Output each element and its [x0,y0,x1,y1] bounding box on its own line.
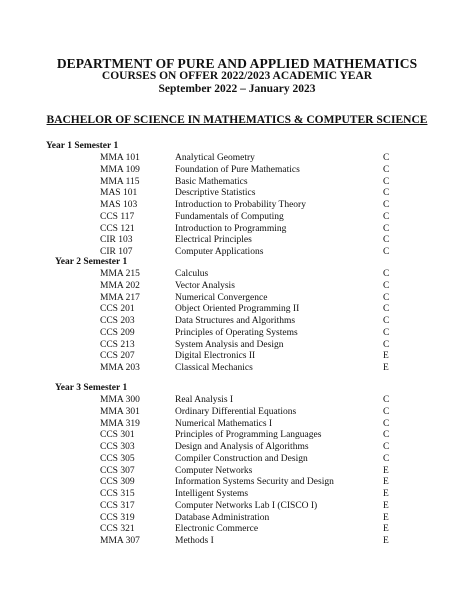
programme-title: BACHELOR OF SCIENCE IN MATHEMATICS & COMPUTER SCIENCE [46,114,428,126]
course-code: MMA 217 [100,292,140,303]
course-row [0,419,474,431]
course-name: Database Administration [175,512,270,523]
course-type: C [383,188,390,199]
course-code: CCS 315 [100,489,135,499]
semester-title: Year 1 Semester 1 [46,141,119,151]
course-type: C [383,395,390,405]
course-row [0,351,474,363]
course-row [0,430,474,442]
course-type: C [383,235,390,246]
course-code: CCS 201 [100,304,135,315]
course-code: MMA 300 [100,395,140,405]
course-name: Numerical Convergence [175,292,268,303]
course-type: E [383,489,389,499]
course-type: C [383,200,390,210]
course-row [0,340,474,352]
course-type: C [383,339,390,350]
course-name: Descriptive Statistics [175,188,256,199]
course-name: Electrical Principles [175,235,252,246]
course-row [0,477,474,489]
course-code: CIR 103 [100,235,133,246]
course-code: MMA 115 [100,176,140,187]
course-row [0,513,474,525]
course-name: Calculus [175,269,209,279]
course-name: Information Systems Security and Design [175,477,334,488]
course-code: MMA 301 [100,406,140,417]
course-row [0,177,474,189]
course-type: C [383,304,390,315]
course-name: Classical Mechanics [175,363,253,373]
course-name: Real Analysis I [175,395,234,405]
course-name: Ordinary Differential Equations [175,406,297,417]
course-name: Foundation of Pure Mathematics [175,164,300,175]
semester-title: Year 2 Semester 1 [55,257,128,267]
course-code: CCS 309 [100,477,135,488]
course-name: Computer Applications [175,247,264,257]
course-type: C [383,418,390,429]
semester-period: September 2022 – January 2023 [158,83,316,95]
course-type: C [383,153,390,163]
course-name: Digital Electronics II [175,351,256,362]
course-name: Numerical Mathematics I [175,418,273,429]
course-type: C [383,406,390,417]
course-code: CCS 121 [100,223,135,234]
course-type: C [383,442,390,452]
course-row [0,466,474,478]
course-code: MMA 307 [100,536,140,546]
courses-offer-subtitle: COURSES ON OFFER 2022/2023 ACADEMIC YEAR [101,70,373,82]
course-name: System Analysis and Design [175,339,284,350]
course-row [0,316,474,328]
course-row [0,188,474,200]
course-code: MMA 319 [100,418,140,429]
course-row [0,281,474,293]
course-code: MMA 202 [100,280,140,291]
course-name: Introduction to Probability Theory [175,200,306,210]
course-name: Object Oriented Programming II [175,304,300,315]
course-name: Electronic Commerce [175,524,259,535]
course-row [0,442,474,454]
course-code: MMA 203 [100,363,140,373]
course-code: MMA 215 [100,269,140,279]
course-code: MAS 101 [100,188,138,199]
course-code: CCS 319 [100,512,135,523]
course-row [0,395,474,407]
course-row [0,489,474,501]
course-row [0,269,474,281]
course-name: Computer Networks Lab I (CISCO I) [175,500,318,511]
course-row [0,501,474,513]
course-code: MMA 101 [100,153,140,163]
course-code: CCS 321 [100,524,135,535]
course-row [0,212,474,224]
course-type: E [383,536,389,546]
course-name: Design and Analysis of Algorithms [175,442,309,452]
course-name: Basic Mathematics [175,176,248,187]
course-name: Fundamentals of Computing [175,211,284,222]
course-type: E [383,500,389,511]
semester-title: Year 3 Semester 1 [55,383,128,393]
course-code: CIR 107 [100,247,133,257]
course-type: E [383,465,389,476]
course-name: Principles of Operating Systems [175,327,298,338]
course-type: C [383,327,390,338]
course-name: Data Structures and Algorithms [175,316,296,326]
course-name: Intelligent Systems [175,489,249,499]
course-type: C [383,316,390,326]
course-type: C [383,430,390,441]
course-code: CCS 209 [100,327,135,338]
course-row [0,153,474,165]
course-row [0,536,474,548]
course-row [0,328,474,340]
course-name: Vector Analysis [175,280,235,291]
course-type: C [383,211,390,222]
course-type: E [383,363,389,373]
course-code: CCS 317 [100,500,135,511]
course-type: E [383,524,389,535]
course-type: C [383,164,390,175]
course-type: C [383,292,390,303]
course-name: Introduction to Programming [175,223,287,234]
course-name: Computer Networks [175,465,253,476]
course-row [0,363,474,375]
course-row [0,235,474,247]
course-row [0,407,474,419]
course-type: C [383,280,390,291]
course-row [0,165,474,177]
course-type: C [383,247,390,257]
course-code: CCS 203 [100,316,135,326]
course-code: CCS 307 [100,465,135,476]
course-row [0,293,474,305]
course-code: MAS 103 [100,200,138,210]
course-type: C [383,223,390,234]
course-code: CCS 303 [100,442,135,452]
course-type: E [383,512,389,523]
course-code: CCS 207 [100,351,135,362]
course-row [0,454,474,466]
course-type: C [383,176,390,187]
course-name: Compiler Construction and Design [175,453,308,464]
course-type: C [383,269,390,279]
course-row [0,524,474,536]
course-code: CCS 213 [100,339,135,350]
course-code: CCS 301 [100,430,135,441]
course-row [0,224,474,236]
course-type: C [383,453,390,464]
course-row [0,304,474,316]
course-type: E [383,351,389,362]
course-code: CCS 117 [100,211,135,222]
course-name: Principles of Programming Languages [175,430,322,441]
course-type: E [383,477,389,488]
course-code: CCS 305 [100,453,135,464]
course-name: Methods I [175,536,214,546]
course-row [0,200,474,212]
course-code: MMA 109 [100,164,140,175]
course-name: Analytical Geometry [175,153,255,163]
department-title: DEPARTMENT OF PURE AND APPLIED MATHEMATICS [56,56,418,71]
